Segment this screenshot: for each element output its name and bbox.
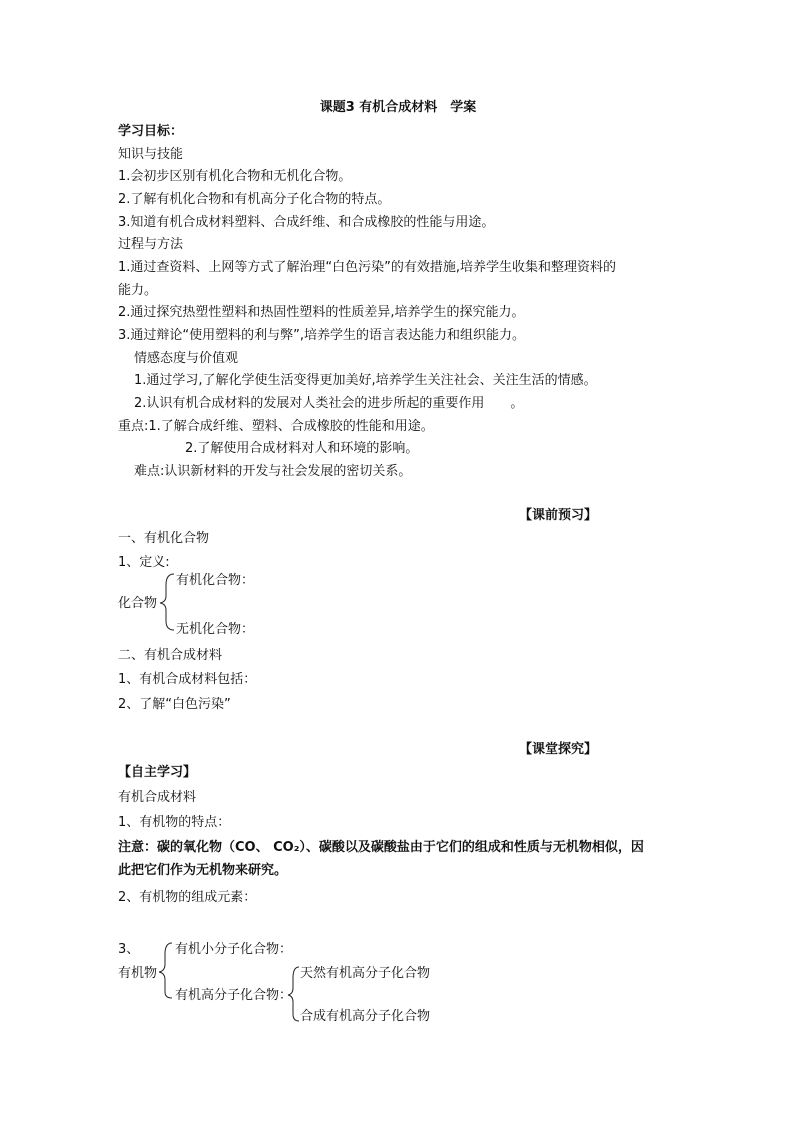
explore-heading: 【课堂探究】: [519, 742, 598, 757]
preview-item-1: 1、有机合成材料包括：: [118, 672, 257, 687]
objectives-heading: 学习目标：: [118, 124, 184, 139]
process-item-3: 3.通过辩论“使用塑料的利与弊”,培养学生的语言表达能力和组织能力。: [118, 328, 526, 343]
self-study-heading: 【自主学习】: [118, 765, 197, 780]
difficulty: 难点:认识新材料的开发与社会发展的密切关系。: [134, 464, 412, 479]
process-heading: 过程与方法: [118, 237, 184, 252]
natural-polymer-label: 天然有机高分子化合物: [300, 966, 431, 981]
explore-item-3-number: 3、: [118, 942, 140, 957]
definition-label: 1、定义:: [118, 555, 170, 570]
attitude-heading: 情感态度与价值观: [134, 351, 239, 366]
knowledge-item-3: 3.知道有机合成材料塑料、合成纤维、和合成橡胶的性能与用途。: [118, 215, 495, 230]
inorganic-compound-label: 无机化合物：: [176, 622, 255, 637]
polymer-brace: [288, 967, 299, 1021]
synthetic-polymer-label: 合成有机高分子化合物: [300, 1009, 431, 1024]
knowledge-item-2: 2.了解有机化合物和有机高分子化合物的特点。: [118, 192, 391, 207]
explore-item-2: 2、有机物的组成元素：: [118, 890, 257, 905]
page-title: 课题3 有机合成材料 学案: [319, 100, 477, 115]
process-item-2: 2.通过探究热塑性塑料和热固性塑料的性质差异,培养学生的探究能力。: [118, 305, 525, 320]
key-points-2: 2.了解使用合成材料对人和环境的影响。: [185, 441, 419, 456]
attitude-item-2: 2.认识有机合成材料的发展对人类社会的进步所起的重要作用 。: [134, 396, 524, 411]
preview-section-2: 二、有机合成材料: [118, 648, 223, 663]
preview-heading: 【课前预习】: [519, 508, 598, 523]
explore-item-1: 1、有机物的特点：: [118, 815, 231, 830]
process-item-1-line-1: 1.通过查资料、上网等方式了解治理“白色污染”的有效措施,培养学生收集和整理资料的: [118, 260, 617, 275]
organic-matter-label: 有机物: [118, 966, 158, 981]
knowledge-heading: 知识与技能: [118, 147, 184, 162]
organic-matter-brace: [159, 943, 172, 998]
attitude-item-1: 1.通过学习,了解化学使生活变得更加美好,培养学生关注社会、关注生活的情感。: [134, 373, 597, 388]
polymer-label: 有机高分子化合物：: [175, 988, 293, 1003]
process-item-1-line-2: 能力。: [118, 283, 158, 298]
note-line-2: 此把它们作为无机物来研究。: [118, 863, 288, 878]
knowledge-item-1: 1.会初步区别有机化合物和无机化合物。: [118, 169, 352, 184]
key-points-1: 重点:1.了解合成纤维、塑料、合成橡胶的性能和用途。: [118, 419, 434, 434]
compound-label: 化合物: [118, 596, 158, 611]
compound-brace: [160, 574, 174, 630]
preview-item-2: 2、了解“白色污染”: [118, 697, 231, 712]
preview-section-1: 一、有机化合物: [118, 531, 210, 546]
organic-compound-label: 有机化合物：: [176, 573, 255, 588]
small-molecule-label: 有机小分子化合物：: [175, 942, 293, 957]
explore-topic: 有机合成材料: [118, 790, 197, 805]
note-line-1: 注意：碳的氧化物（CO、 CO₂）、碳酸以及碳酸盐由于它们的组成和性质与无机物相似，因: [118, 840, 644, 855]
